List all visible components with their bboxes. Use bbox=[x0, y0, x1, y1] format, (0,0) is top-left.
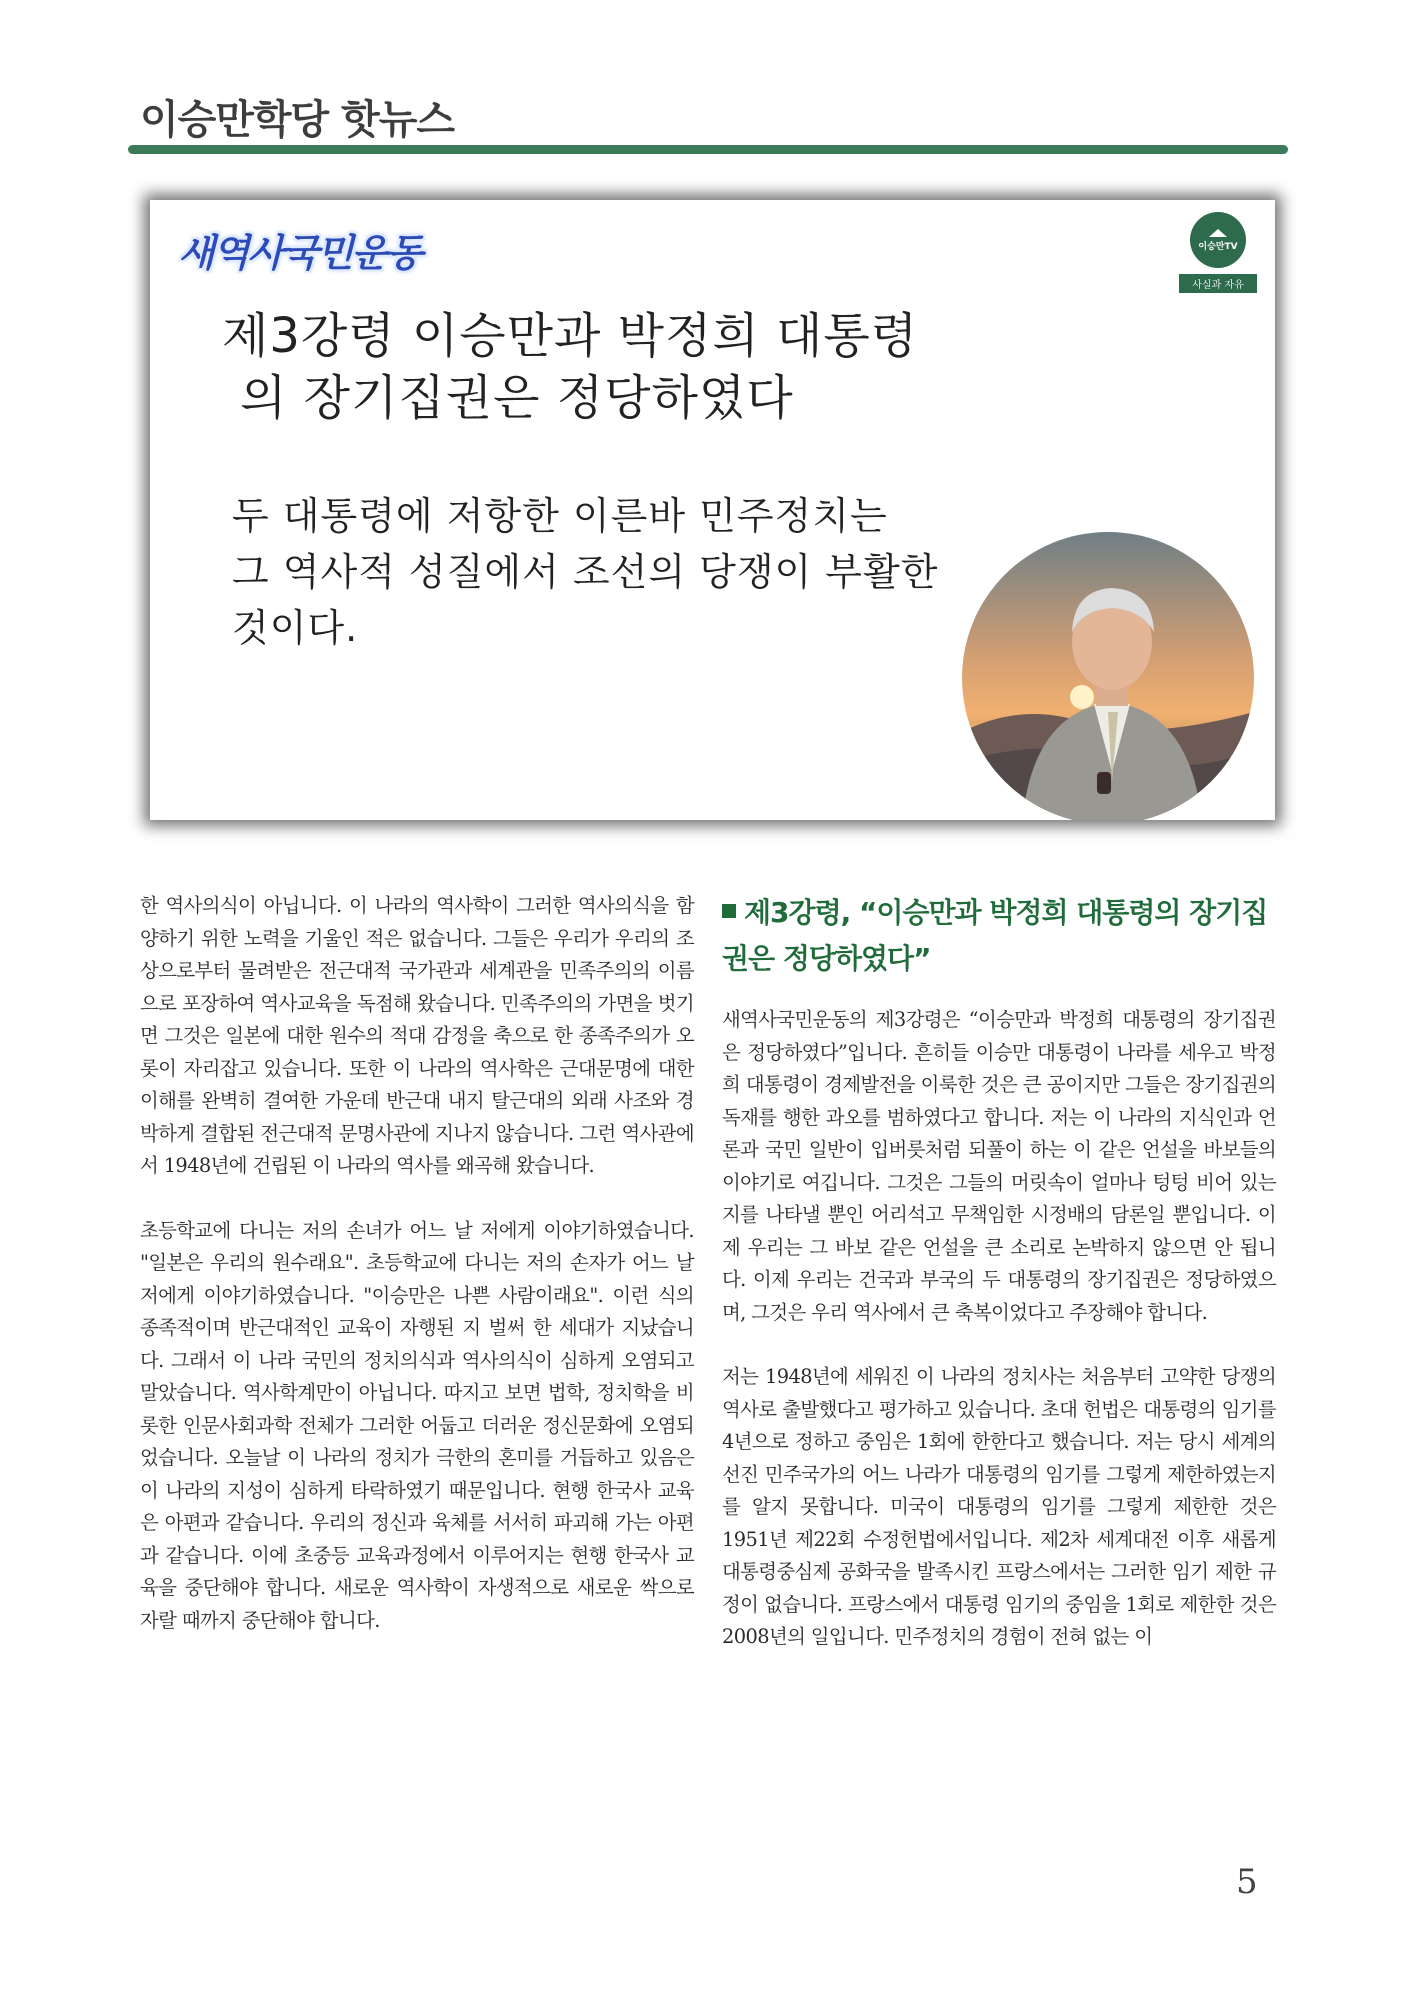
paragraph: 새역사국민운동의 제3강령은 “이승만과 박정희 대통령의 장기집권은 정당하였다”입니다. 흔히들 이승만 대통령이 나라를 세우고 박정희 대통령이 경제발전을 이룩한 것은 큰 공이지만 그들은 장기집권의 독재를 행한 과오를 범하였다고 합니다. 저는 이 나라의 지식인과 언론과 국민 일반이 입버릇처럼 되풀이 하는 이 같은 언설을 바보들의 이야기로 여깁니다. 그것은 그들의 머릿속이 얼마나 텅텅 비어 있는지를 나타낼 뿐인 어리석고 무책임한 시정배의 담론일 뿐입니다. 이제 우리는 그 바보 같은 언설을 큰 소리로 논박하지 않으면 안 됩니다. 이제 우리는 건국과 부국의 두 대통령의 장기집권은 정당하였으며, 그것은 우리 역사에서 큰 축복이었다고 주장해야 합니다. bbox=[722, 1008, 1276, 1324]
left-column bbox=[140, 890, 694, 1669]
page-number: 5 bbox=[1236, 1862, 1258, 1902]
slide-tag: 새역사국민운동 bbox=[178, 231, 421, 275]
tv-logo-icon bbox=[1190, 212, 1246, 268]
section-heading bbox=[722, 890, 1276, 982]
slide-heading-line: 의 장기집권은 정당하였다 bbox=[240, 370, 794, 426]
paragraph: 한 역사의식이 아닙니다. 이 나라의 역사학이 그러한 역사의식을 함양하기 위한 노력을 기울인 적은 없습니다. 그들은 우리가 우리의 조상으로부터 물려받은 전근대적 국가관과 세계관을 민족주의의 이름으로 포장하여 역사교육을 독점해 왔습니다. 민족주의의 가면을 벗기면 그것은 일본에 대한 원수의 적대 감정을 축으로 한 종족주의가 오롯이 자리잡고 있습니다. 또한 이 나라의 역사학은 근대문명에 대한 이해를 완벽히 결여한 가운데 반근대 내지 탈근대의 외래 사조와 경박하게 결합된 전근대적 문명사관에 지나지 않습니다. 그런 역사관에서 1948년에 건립된 이 나라의 역사를 왜곡해 왔습니다. bbox=[140, 894, 694, 1177]
slide-body-line: 두 대통령에 저항한 이른바 민주정치는 bbox=[232, 494, 888, 538]
slide-body-line: 것이다. bbox=[232, 606, 359, 650]
section-heading-text: 제3강령, “이승만과 박정희 대통령의 장기집권은 정당하였다” bbox=[722, 896, 1268, 975]
slide-body-line: 그 역사적 성질에서 조선의 당쟁이 부활한 bbox=[232, 550, 939, 594]
square-bullet-icon bbox=[722, 904, 736, 918]
tv-logo bbox=[1179, 212, 1257, 293]
speaker-portrait bbox=[962, 532, 1254, 820]
header-divider bbox=[128, 145, 1288, 154]
tv-logo-band: 사실과 자유 bbox=[1179, 274, 1257, 293]
slide-heading bbox=[222, 305, 1042, 429]
right-column bbox=[722, 890, 1276, 1686]
page-header-title: 이승만학당 핫뉴스 bbox=[140, 97, 455, 143]
paragraph: 초등학교에 다니는 저의 손녀가 어느 날 저에게 이야기하였습니다. "일본은 우리의 원수래요". 초등학교에 다니는 저의 손자가 어느 날 저에게 이야기하였습니다. "이승만은 나쁜 사람이래요". 이런 식의 종족적이며 반근대적인 교육이 자행된 지 벌써 한 세대가 지났습니다. 그래서 이 나라 국민의 정치의식과 역사의식이 심하게 오염되고 말았습니다. 역사학계만이 아닙니다. 따지고 보면 법학, 정치학을 비롯한 인문사회과학 전체가 그러한 어둡고 더러운 정신문화에 오염되었습니다. 오늘날 이 나라의 정치가 극한의 혼미를 거듭하고 있음은 이 나라의 지성이 심하게 타락하였기 때문입니다. 현행 한국사 교육은 아편과 같습니다. 우리의 정신과 육체를 서서히 파괴해 가는 아편과 같습니다. 이에 초중등 교육과정에서 이루어지는 현행 한국사 교육을 중단해야 합니다. 새로운 역사학이 자생적으로 새로운 싹으로 자랄 때까지 중단해야 합니다. bbox=[140, 1218, 694, 1632]
tv-logo-text: 이승만TV bbox=[1198, 241, 1238, 252]
speaker-portrait-icon bbox=[962, 532, 1254, 820]
paragraph: 저는 1948년에 세워진 이 나라의 정치사는 처음부터 고약한 당쟁의 역사로 출발했다고 평가하고 있습니다. 초대 헌법은 대통령의 임기를 4년으로 정하고 중임은 1회에 한한다고 했습니다. 저는 당시 세계의 선진 민주국가의 어느 나라가 대통령의 임기를 그렇게 제한하였는지를 알지 못합니다. 미국이 대통령의 임기를 그렇게 제한한 것은 1951년 제22회 수정헌법에서입니다. 제2차 세계대전 이후 새롭게 대통령중심제 공화국을 발족시킨 프랑스에서는 그러한 임기 제한 규정이 없습니다. 프랑스에서 대통령 임기의 중임을 1회로 제한한 것은 2008년의 일입니다. 민주정치의 경험이 전혀 없는 이 bbox=[722, 1365, 1276, 1648]
slide-body bbox=[232, 488, 1032, 656]
slide-heading-line: 제3강령 이승만과 박정희 대통령 bbox=[222, 308, 919, 364]
slide-image bbox=[150, 200, 1275, 820]
